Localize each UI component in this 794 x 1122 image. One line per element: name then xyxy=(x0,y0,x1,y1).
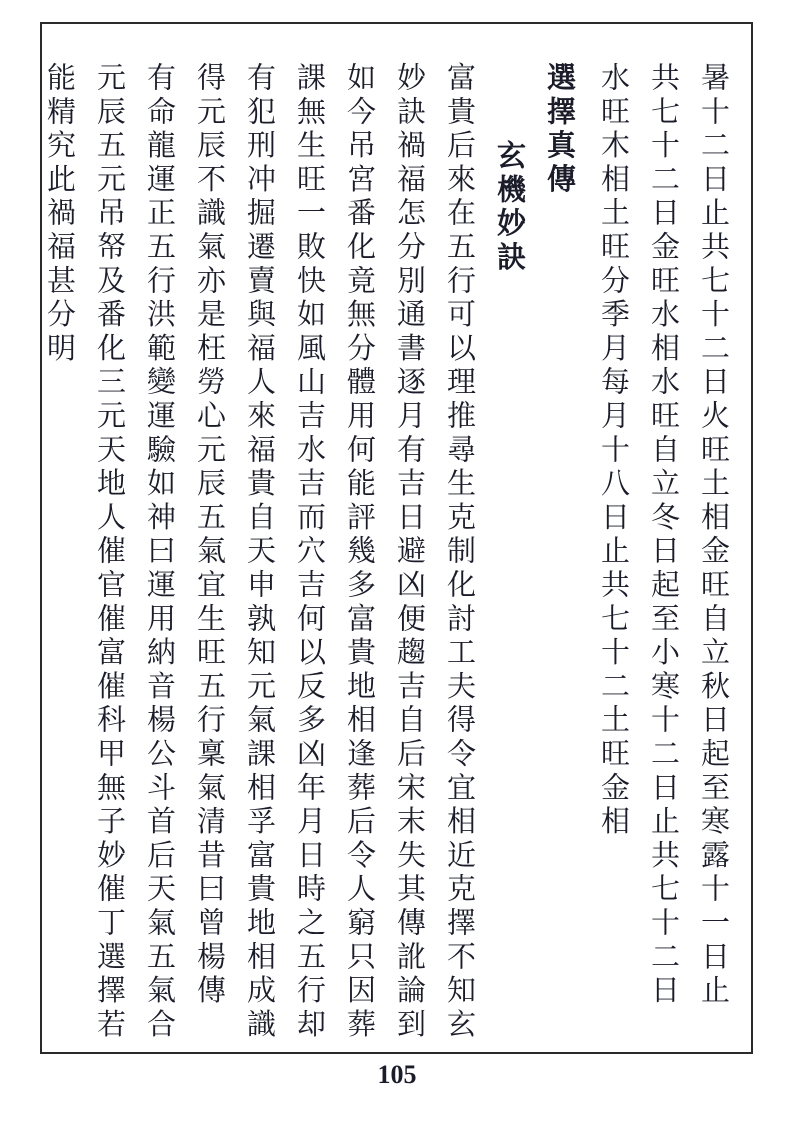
text-column-1: 暑十二日止共七十二日火旺土相金旺自立秋日起至寒露十一日止 xyxy=(697,62,731,1009)
text-column-6: 如今吊宮番化竟無分體用何能評幾多富貴地相逢葬后令人窮只因葬 xyxy=(343,62,377,1043)
text-column-9: 得元辰不識氣亦是枉勞心元辰五氣宜生旺五行稟氣清昔曰曾楊傳 xyxy=(193,62,227,1009)
text-column-5: 妙訣禍福怎分別通書逐月有吉日避凶便趨吉自后宋末失其傳訛論到 xyxy=(393,62,427,1043)
text-column-11: 元辰五元吊帑及番化三元天地人催官催富催科甲無子妙催丁選擇若 xyxy=(93,62,127,1043)
page-number: 105 xyxy=(377,1060,417,1089)
text-column-4: 富貴后來在五行可以理推尋生克制化討工夫得令宜相近克擇不知玄 xyxy=(443,62,477,1043)
text-column-7: 課無生旺一敗快如風山吉水吉而穴吉何以反多凶年月日時之五行却 xyxy=(293,62,327,1043)
text-column-2: 共七十二日金旺水相水旺自立冬日起至小寒十二日止共七十二日 xyxy=(647,62,681,1009)
text-columns xyxy=(35,62,739,1052)
text-column-3: 水旺木相土旺分季月每月十八日止共七十二土旺金相 xyxy=(597,62,631,840)
page-frame xyxy=(40,22,753,1054)
text-column-12: 能精究此禍福甚分明 xyxy=(43,62,77,367)
section-title: 選擇真傳 xyxy=(543,62,577,198)
text-column-8: 有犯刑冲掘遷賣與福人來福貴自天申孰知元氣課相孚富貴地相成識 xyxy=(243,62,277,1043)
text-column-10: 有命龍運正五行洪範變運驗如神曰運用納音楊公斗首后天氣五氣合 xyxy=(143,62,177,1043)
section-subtitle: 玄機妙訣 xyxy=(493,140,527,276)
